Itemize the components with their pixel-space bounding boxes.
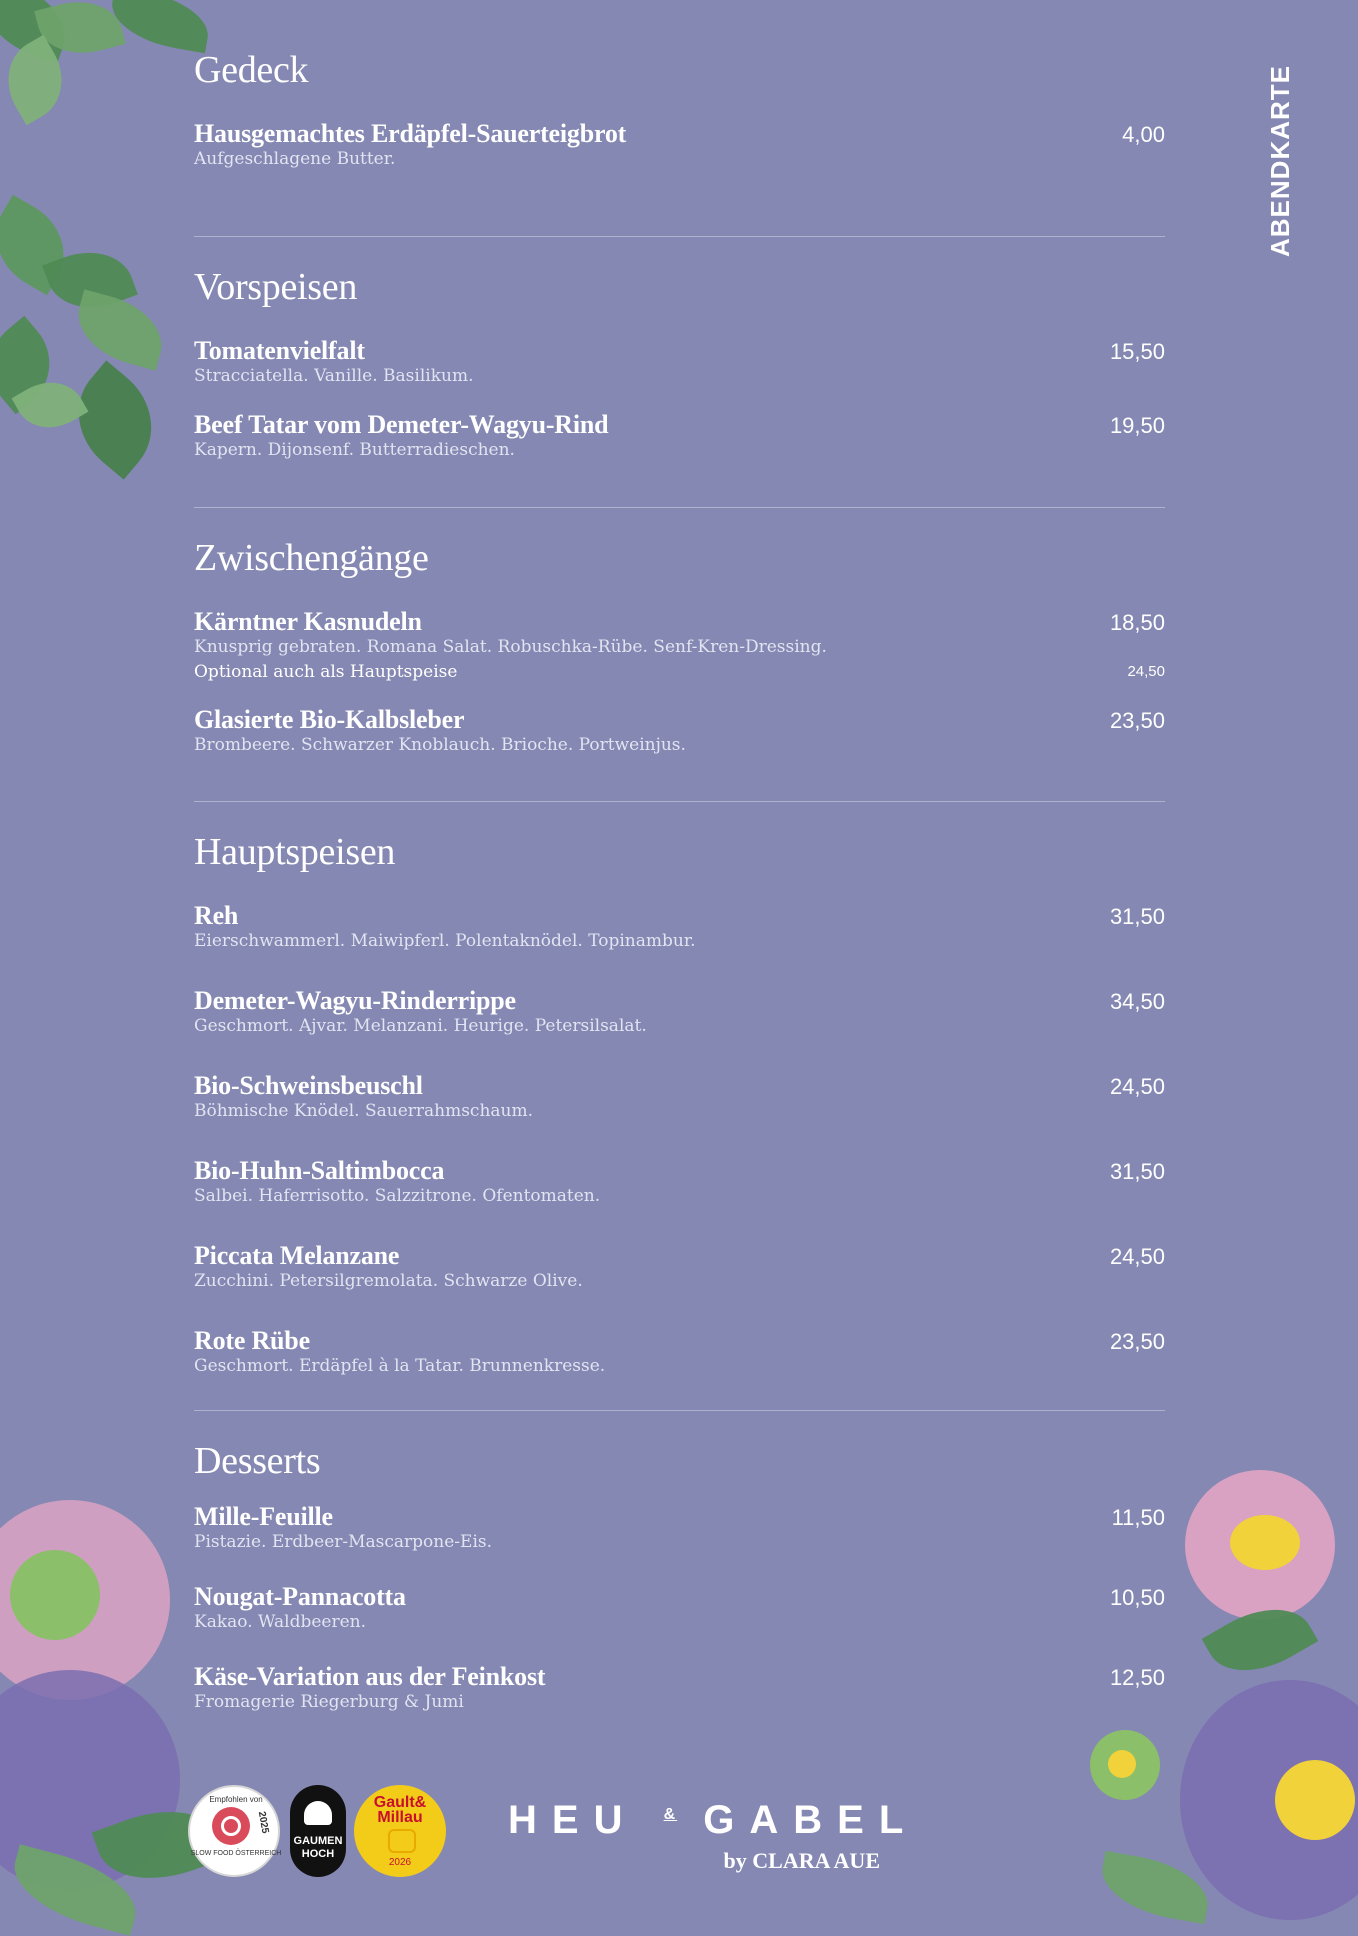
menu-item [194, 1503, 1165, 1553]
item-price: 4,00 [1122, 121, 1165, 147]
item-name: Glasierte Bio-Kalbsleber [194, 704, 465, 734]
gault-millau-badge [354, 1785, 446, 1877]
menu-item [194, 411, 1165, 461]
option-price: 24,50 [1127, 662, 1165, 680]
section-zwischengaenge [194, 538, 1165, 801]
brand-byline: by CLARA AUE [723, 1848, 880, 1873]
item-price: 31,50 [1109, 903, 1165, 929]
menu-item [194, 1327, 1165, 1377]
item-description: Knusprig gebraten. Romana Salat. Robuschka-Rübe. Senf-Kren-Dressing. [194, 636, 827, 657]
item-name: Beef Tatar vom Demeter-Wagyu-Rind [194, 409, 609, 439]
section-divider [194, 1410, 1165, 1411]
item-description: Geschmort. Erdäpfel à la Tatar. Brunnenkresse. [194, 1355, 606, 1376]
section-title: Zwischengänge [194, 537, 429, 579]
item-name: Demeter-Wagyu-Rinderrippe [194, 985, 516, 1015]
menu-item [194, 337, 1165, 387]
item-description: Kapern. Dijonsenf. Butterradieschen. [194, 439, 515, 460]
item-option [194, 662, 1165, 682]
item-name: Hausgemachtes Erdäpfel-Sauerteigbrot [194, 118, 627, 148]
menu-item [194, 1072, 1165, 1122]
section-title: Vorspeisen [194, 266, 358, 308]
item-price: 24,50 [1109, 1073, 1165, 1099]
item-list [194, 1503, 1165, 1713]
gault-millau-year: 2026 [388, 1857, 412, 1868]
item-name: Bio-Huhn-Saltimbocca [194, 1155, 445, 1185]
brand-wordmark [508, 1795, 919, 1842]
section-divider [194, 507, 1165, 508]
brand-word-left: HEU [508, 1798, 638, 1842]
menu-item [194, 608, 1165, 682]
section-desserts [194, 1441, 1165, 1713]
item-price: 31,50 [1109, 1158, 1165, 1184]
slow-food-badge-label: SLOW FOOD ÖSTERREICH [190, 1850, 282, 1857]
item-name: Piccata Melanzane [194, 1240, 400, 1270]
section-vorspeisen [194, 267, 1165, 507]
slow-food-badge [188, 1785, 280, 1877]
item-list [194, 120, 1165, 170]
item-list [194, 608, 1165, 756]
section-hauptspeisen [194, 832, 1165, 1410]
gaumen-hoch-badge [290, 1785, 346, 1877]
item-name: Bio-Schweinsbeuschl [194, 1070, 423, 1100]
menu-item [194, 987, 1165, 1037]
item-price: 34,50 [1109, 988, 1165, 1014]
item-name: Nougat-Pannacotta [194, 1581, 406, 1611]
toque-icon [388, 1829, 416, 1853]
section-divider [194, 801, 1165, 802]
item-description: Brombeere. Schwarzer Knoblauch. Brioche. Portweinjus. [194, 734, 686, 755]
menu-item [194, 1157, 1165, 1207]
item-price: 19,50 [1109, 412, 1165, 438]
heart-icon [304, 1801, 332, 1825]
gaumen-hoch-label: GAUMEN HOCH [293, 1835, 343, 1860]
item-description: Geschmort. Ajvar. Melanzani. Heurige. Petersilsalat. [194, 1015, 647, 1036]
item-price: 23,50 [1109, 707, 1165, 733]
section-gedeck [194, 50, 1165, 236]
item-name: Rote Rübe [194, 1325, 310, 1355]
menu-type-title: ABENDKARTE [1265, 65, 1295, 257]
item-name: Mille-Feuille [194, 1501, 333, 1531]
item-name: Käse-Variation aus der Feinkost [194, 1661, 546, 1691]
menu-item [194, 120, 1165, 170]
item-description: Salbei. Haferrisotto. Salzzitrone. Ofentomaten. [194, 1185, 601, 1206]
item-name: Reh [194, 900, 239, 930]
item-price: 23,50 [1109, 1328, 1165, 1354]
gault-millau-label: Gault& Millau [373, 1794, 427, 1826]
item-price: 12,50 [1109, 1664, 1165, 1690]
slow-food-badge-year: 2025 [255, 1810, 271, 1835]
item-description: Fromagerie Riegerburg & Jumi [194, 1691, 464, 1712]
section-title: Hauptspeisen [194, 831, 396, 873]
section-title: Gedeck [194, 49, 309, 91]
menu-item [194, 1663, 1165, 1713]
item-name: Kärntner Kasnudeln [194, 606, 422, 636]
item-description: Zucchini. Petersilgremolata. Schwarze Olive. [194, 1270, 583, 1291]
menu-item [194, 706, 1165, 756]
option-label: Optional auch als Hauptspeise [194, 661, 458, 682]
section-title: Desserts [194, 1440, 321, 1482]
item-description: Stracciatella. Vanille. Basilikum. [194, 365, 474, 386]
item-list [194, 337, 1165, 461]
item-description: Kakao. Waldbeeren. [194, 1611, 367, 1632]
menu-item [194, 1583, 1165, 1633]
item-price: 11,50 [1111, 1504, 1165, 1530]
item-description: Eierschwammerl. Maiwipferl. Polentaknödel. Topinambur. [194, 930, 696, 951]
menu-item [194, 1242, 1165, 1292]
menu-item [194, 902, 1165, 952]
brand-word-right: GABEL [703, 1798, 919, 1842]
section-divider [194, 236, 1165, 237]
item-price: 15,50 [1109, 338, 1165, 364]
item-description: Aufgeschlagene Butter. [194, 148, 396, 169]
brand-ampersand: & [663, 1806, 678, 1823]
menu-content [194, 50, 1165, 1737]
item-price: 18,50 [1109, 609, 1165, 635]
slow-food-badge-top: Empfohlen von [209, 1795, 263, 1804]
item-list [194, 902, 1165, 1377]
item-price: 24,50 [1109, 1243, 1165, 1269]
item-name: Tomatenvielfalt [194, 335, 365, 365]
brand-logo [508, 1795, 919, 1874]
item-description: Pistazie. Erdbeer-Mascarpone-Eis. [194, 1531, 493, 1552]
item-description: Böhmische Knödel. Sauerrahmschaum. [194, 1100, 534, 1121]
snail-icon [212, 1807, 250, 1845]
item-price: 10,50 [1109, 1584, 1165, 1610]
